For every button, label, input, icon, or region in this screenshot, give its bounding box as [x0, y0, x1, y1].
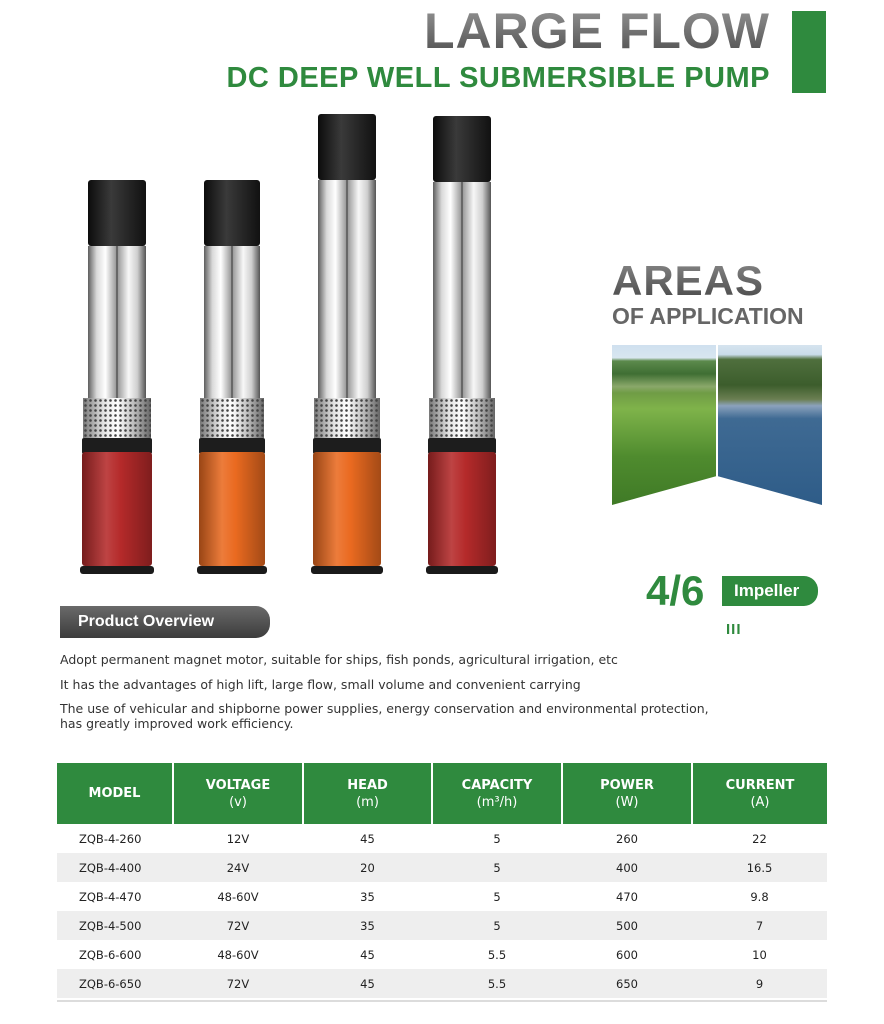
- table-cell: 9.8: [692, 882, 827, 911]
- table-cell: 12V: [173, 824, 303, 853]
- table-row: [57, 969, 827, 998]
- column-header-unit: (A): [750, 794, 770, 810]
- table-cell: 5: [432, 911, 562, 940]
- table-row: [57, 940, 827, 969]
- pump-outlet-cap: [318, 114, 375, 180]
- column-header-label: MODEL: [88, 786, 141, 801]
- table-cell: 48-60V: [173, 940, 303, 969]
- table-cell: ZQB-4-260: [57, 824, 173, 853]
- table-row: [57, 853, 827, 882]
- table-cell: 260: [562, 824, 692, 853]
- table-row: [57, 824, 827, 853]
- table-cell: 10: [692, 940, 827, 969]
- column-header-label: VOLTAGE: [205, 777, 271, 793]
- pump-motor-body: [82, 452, 152, 566]
- farmland-photo: [612, 345, 716, 505]
- pump-base: [311, 566, 383, 574]
- column-header: [692, 763, 827, 824]
- table-cell: 48-60V: [173, 882, 303, 911]
- lake-photo: [718, 345, 822, 505]
- column-header: [562, 763, 692, 824]
- pump-motor-body: [428, 452, 496, 566]
- pump-steel-shaft: [204, 246, 259, 398]
- title-accent-bar: [792, 11, 826, 93]
- pump-intake-screen: [83, 398, 150, 438]
- pump-steel-shaft: [433, 182, 490, 398]
- pump-intake-screen: [200, 398, 263, 438]
- impeller-label: Impeller: [734, 581, 800, 600]
- table-cell: 45: [303, 969, 432, 998]
- table-row: [57, 882, 827, 911]
- areas-title: AREAS: [612, 257, 765, 304]
- table-cell: 500: [562, 911, 692, 940]
- table-cell: 45: [303, 824, 432, 853]
- pump-intake-screen: [314, 398, 379, 438]
- table-cell: 22: [692, 824, 827, 853]
- table-cell: ZQB-6-600: [57, 940, 173, 969]
- areas-subtitle: OF APPLICATION: [612, 303, 804, 329]
- table-cell: 470: [562, 882, 692, 911]
- column-header-label: POWER: [600, 777, 654, 793]
- page-subtitle: DC DEEP WELL SUBMERSIBLE PUMP: [226, 62, 770, 94]
- column-header-unit: (W): [615, 794, 639, 810]
- table-cell: 35: [303, 882, 432, 911]
- table-cell: ZQB-4-500: [57, 911, 173, 940]
- table-cell: 9: [692, 969, 827, 998]
- table-cell: 5: [432, 824, 562, 853]
- column-header-unit: (m): [356, 794, 379, 810]
- column-header: [432, 763, 562, 824]
- pump-base: [426, 566, 498, 574]
- pump-base: [80, 566, 154, 574]
- overview-line: Adopt permanent magnet motor, suitable for ships, fish ponds, agricultural irrigation, etc: [60, 652, 618, 667]
- pump-base: [197, 566, 267, 574]
- overview-line: The use of vehicular and shipborne power supplies, energy conservation and environmental protection,: [60, 701, 709, 716]
- table-cell: 400: [562, 853, 692, 882]
- table-cell: 5.5: [432, 940, 562, 969]
- pump-motor-body: [313, 452, 381, 566]
- table-cell: 5.5: [432, 969, 562, 998]
- table-cell: 72V: [173, 911, 303, 940]
- pump-intake-screen: [429, 398, 494, 438]
- pump-outlet-cap: [204, 180, 259, 246]
- table-cell: 5: [432, 853, 562, 882]
- pump-steel-shaft: [88, 246, 147, 398]
- table-cell: 35: [303, 911, 432, 940]
- pump-outlet-cap: [433, 116, 490, 182]
- column-header-label: HEAD: [347, 777, 388, 793]
- column-header: [57, 763, 173, 824]
- column-header-unit: (v): [229, 794, 247, 810]
- table-bottom-border: [57, 1000, 827, 1002]
- table-cell: 45: [303, 940, 432, 969]
- impeller-marks: III: [726, 621, 742, 638]
- spec-table: [57, 763, 827, 998]
- column-header: [303, 763, 432, 824]
- table-cell: ZQB-6-650: [57, 969, 173, 998]
- column-header-label: CURRENT: [725, 777, 795, 793]
- table-cell: ZQB-4-470: [57, 882, 173, 911]
- table-cell: 5: [432, 882, 562, 911]
- column-header-unit: (m³/h): [476, 794, 518, 810]
- table-cell: 650: [562, 969, 692, 998]
- overview-line: has greatly improved work efficiency.: [60, 716, 294, 731]
- pump-motor-body: [199, 452, 265, 566]
- product-overview-label: Product Overview: [78, 613, 215, 630]
- table-header-row: [57, 763, 827, 824]
- table-cell: 16.5: [692, 853, 827, 882]
- column-header: [173, 763, 303, 824]
- table-cell: 7: [692, 911, 827, 940]
- table-cell: 24V: [173, 853, 303, 882]
- impeller-number: 4/6: [646, 567, 705, 614]
- table-cell: 72V: [173, 969, 303, 998]
- pump-steel-shaft: [318, 180, 375, 398]
- pump-outlet-cap: [88, 180, 147, 246]
- table-cell: ZQB-4-400: [57, 853, 173, 882]
- table-cell: 20: [303, 853, 432, 882]
- page-title: LARGE FLOW: [330, 2, 770, 60]
- overview-line: It has the advantages of high lift, large flow, small volume and convenient carrying: [60, 677, 581, 692]
- table-cell: 600: [562, 940, 692, 969]
- column-header-label: CAPACITY: [461, 777, 533, 793]
- table-row: [57, 911, 827, 940]
